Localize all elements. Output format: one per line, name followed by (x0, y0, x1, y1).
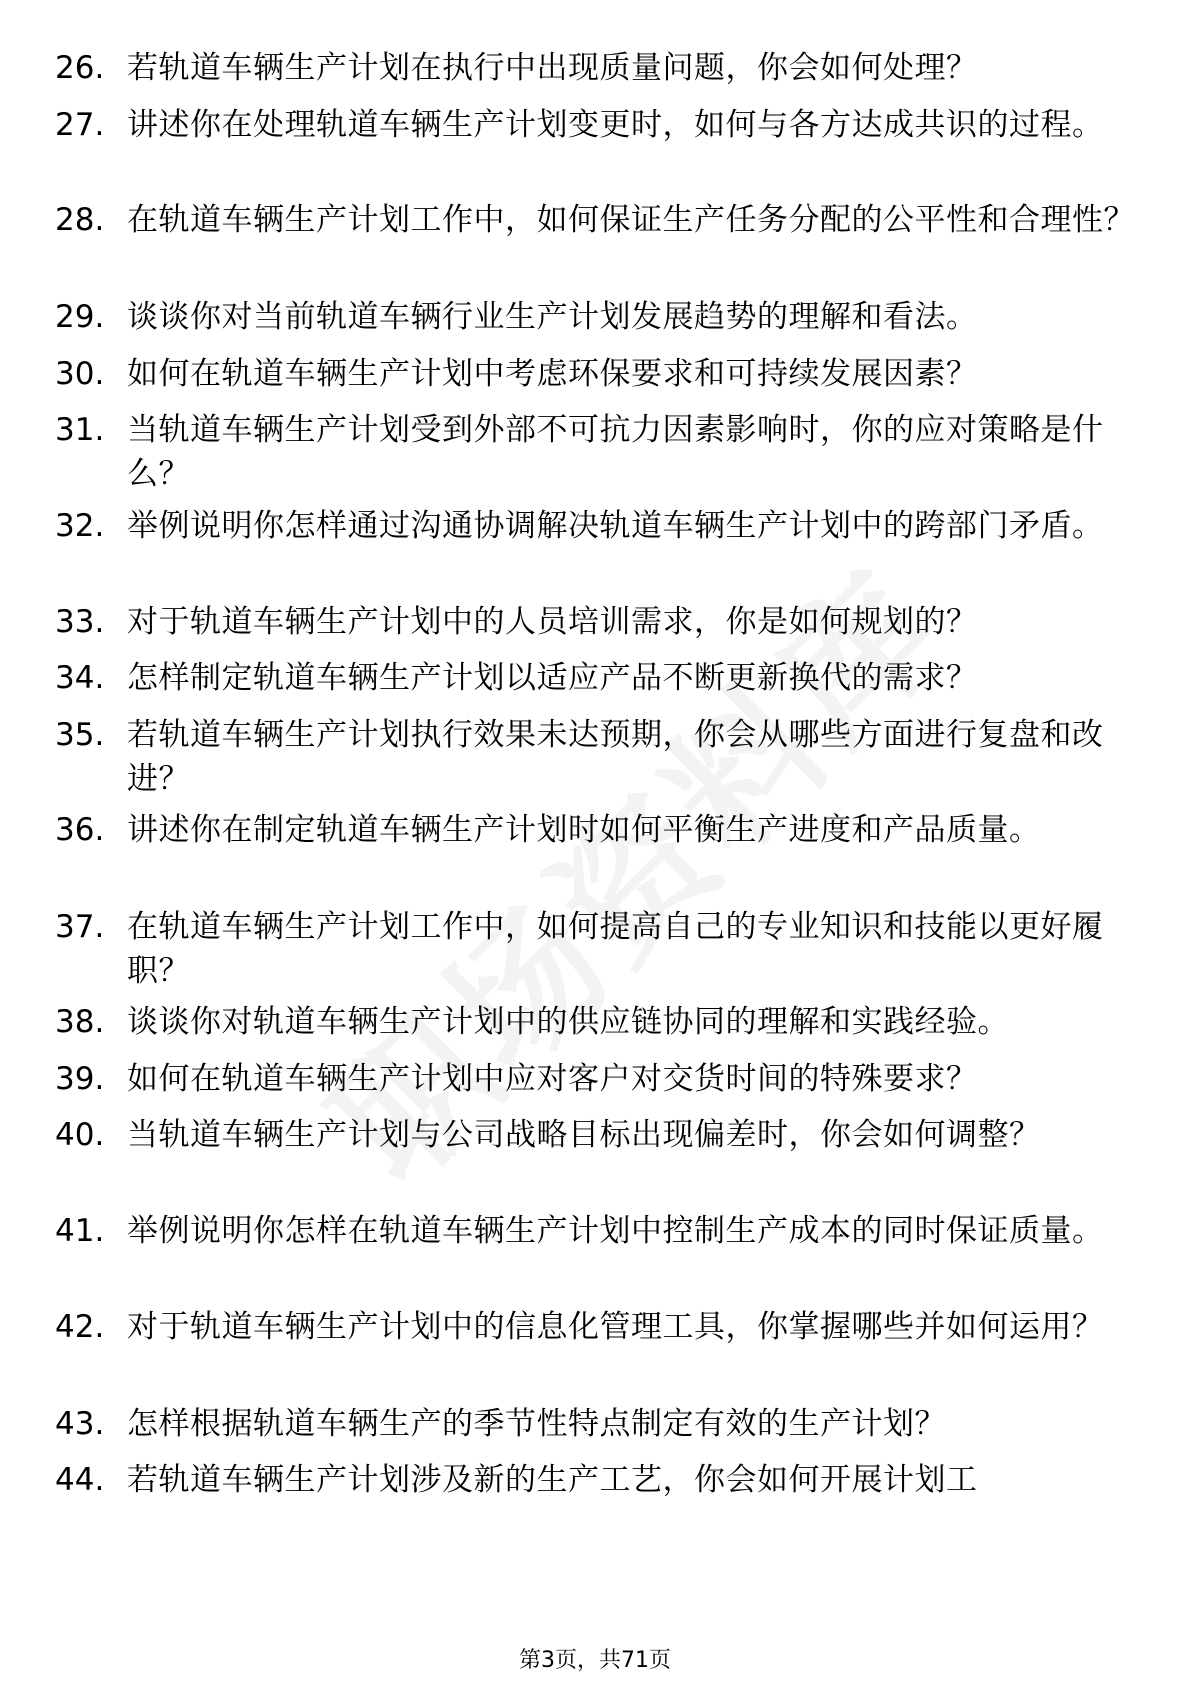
question-item (55, 1209, 1135, 1253)
question-number: 36. (55, 812, 105, 848)
question-number: 40. (55, 1117, 105, 1153)
question-item (55, 905, 1135, 993)
question-item (55, 600, 1135, 644)
question-text: 讲述你在处理轨道车辆生产计划变更时，如何与各方达成共识的过程。 (127, 107, 1104, 143)
question-number: 32. (55, 508, 105, 544)
question-text: 当轨道车辆生产计划与公司战略目标出现偏差时，你会如何调整？ (127, 1117, 1041, 1153)
question-number: 30. (55, 356, 105, 392)
question-number: 35. (55, 717, 105, 753)
question-text: 当轨道车辆生产计划受到外部不可抗力因素影响时，你的应对策略是什么？ (127, 412, 1104, 492)
question-number: 33. (55, 604, 105, 640)
question-text: 如何在轨道车辆生产计划中考虑环保要求和可持续发展因素？ (127, 356, 978, 392)
question-item (55, 504, 1135, 548)
question-item (55, 103, 1135, 147)
question-text: 怎样制定轨道车辆生产计划以适应产品不断更新换代的需求？ (127, 660, 978, 696)
question-text: 若轨道车辆生产计划在执行中出现质量问题，你会如何处理？ (127, 50, 978, 86)
question-number: 29. (55, 299, 105, 335)
question-text: 谈谈你对当前轨道车辆行业生产计划发展趋势的理解和看法。 (127, 299, 978, 335)
question-number: 34. (55, 660, 105, 696)
question-number: 37. (55, 909, 105, 945)
question-number: 42. (55, 1309, 105, 1345)
question-text: 对于轨道车辆生产计划中的信息化管理工具，你掌握哪些并如何运用？ (127, 1309, 1104, 1345)
question-text: 举例说明你怎样通过沟通协调解决轨道车辆生产计划中的跨部门矛盾。 (127, 508, 1104, 544)
question-number: 43. (55, 1406, 105, 1442)
question-item (55, 656, 1135, 700)
question-item (55, 1458, 1135, 1502)
question-number: 31. (55, 412, 105, 448)
question-item (55, 1402, 1135, 1446)
question-text: 对于轨道车辆生产计划中的人员培训需求，你是如何规划的？ (127, 604, 978, 640)
question-text: 怎样根据轨道车辆生产的季节性特点制定有效的生产计划？ (127, 1406, 946, 1442)
question-item (55, 198, 1135, 242)
question-number: 44. (55, 1462, 105, 1498)
question-item (55, 713, 1135, 801)
question-item (55, 46, 1135, 90)
question-item (55, 1057, 1135, 1101)
question-text: 讲述你在制定轨道车辆生产计划时如何平衡生产进度和产品质量。 (127, 812, 1041, 848)
question-number: 38. (55, 1004, 105, 1040)
page-number-footer: 第3页，共71页 (519, 1648, 671, 1673)
question-item (55, 295, 1135, 339)
question-item (55, 808, 1135, 852)
question-text: 举例说明你怎样在轨道车辆生产计划中控制生产成本的同时保证质量。 (127, 1213, 1104, 1249)
question-text: 若轨道车辆生产计划执行效果未达预期，你会从哪些方面进行复盘和改进？ (127, 717, 1104, 797)
question-number: 41. (55, 1213, 105, 1249)
question-number: 39. (55, 1061, 105, 1097)
question-text: 若轨道车辆生产计划涉及新的生产工艺，你会如何开展计划工 (127, 1462, 978, 1498)
question-text: 谈谈你对轨道车辆生产计划中的供应链协同的理解和实践经验。 (127, 1004, 1009, 1040)
question-item (55, 408, 1135, 496)
question-item (55, 1000, 1135, 1044)
question-text: 如何在轨道车辆生产计划中应对客户对交货时间的特殊要求？ (127, 1061, 978, 1097)
question-text: 在轨道车辆生产计划工作中，如何保证生产任务分配的公平性和合理性？ (127, 202, 1135, 238)
question-item (55, 1113, 1135, 1157)
question-number: 27. (55, 107, 105, 143)
question-number: 26. (55, 50, 105, 86)
question-item (55, 1305, 1135, 1349)
question-item (55, 352, 1135, 396)
question-number: 28. (55, 202, 105, 238)
question-text: 在轨道车辆生产计划工作中，如何提高自己的专业知识和技能以更好履职？ (127, 909, 1104, 989)
